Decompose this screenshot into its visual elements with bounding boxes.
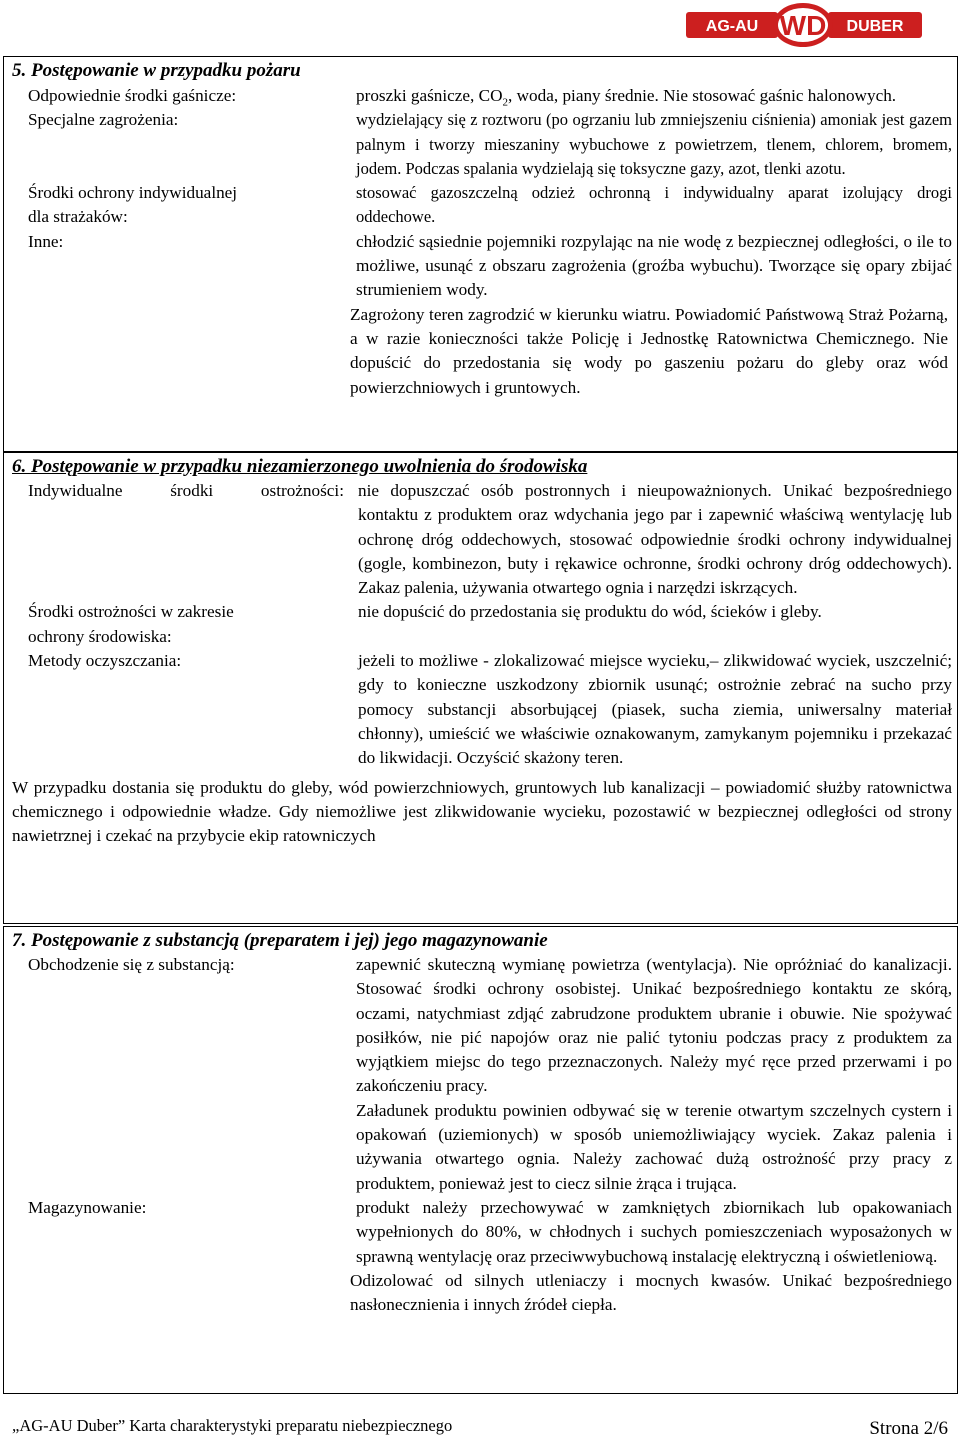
company-logo xyxy=(686,2,922,48)
section-5-title: 5. Postępowanie w przypadku pożaru xyxy=(12,60,301,81)
logo-mark: WD xyxy=(779,10,827,41)
section-6-title: 6. Postępowanie w przypadku niezamierzonego uwolnienia do środowiska xyxy=(12,456,588,477)
value-handling-part2: Załadunek produktu powinien odbywać się w terenie otwartym szczelnych cystern i opakowań (uziemionych) w sposób uniemożliwiający wyciek. Zakaz palenia i używania otwartego ognia. Należy zachować dużą ostrożność przy pracy z produktem, ponieważ jest to ciecz silnie żrąca i trująca. xyxy=(356,1100,952,1193)
label-personal-precautions: Indywidualne środki ostrożności: xyxy=(28,481,344,500)
value-storage-part2: Odizolować od silnych utleniaczy i mocnych kwasów. Unikać bezpośredniego nasłonecznienia i innych źródeł ciepła. xyxy=(350,1270,952,1315)
label-environmental-line1: Środki ostrożności w zakresie xyxy=(28,602,234,622)
value-environmental-precautions: nie dopuścić do przedostania się produktu do wód, ścieków i gleby. xyxy=(358,602,822,622)
label-storage: Magazynowanie: xyxy=(28,1197,147,1217)
value-other-part2: Zagrożony teren zagrodzić w kierunku wiatru. Powiadomić Państwową Straż Pożarną, a w razie konieczności także Policję i Jednostkę Ratownictwa Chemicznego. Nie dopuścić do przedostania się wody po gaszeniu pożaru do gleby oraz wód powierzchniowych i gruntowych. xyxy=(350,304,948,397)
label-environmental-line2: ochrony środowiska: xyxy=(28,626,172,646)
value-handling xyxy=(356,953,952,1196)
label-extinguishing-media: Odpowiednie środki gaśnicze: xyxy=(28,86,237,105)
footer-page-number: Strona 2/6 xyxy=(869,1418,948,1439)
section-7 xyxy=(12,930,952,1317)
co2-subscript: 2 xyxy=(502,96,509,109)
value-cleanup-methods: jeżeli to możliwe - zlokalizować miejsce wycieku,– zlikwidować wyciek, uszczelnić; gdy to konieczne uszkodzony zbiornik usunąć; ostrożnie zebrać na sucho przy pomocy substancji absorbującej (piasek, sucha ziemia, uniwersalny materiał chłonny), umieścić we właściwie oznakowanym, zamykanym pojemniku i przekazać do likwidacji. Oczyścić skażony teren. xyxy=(358,651,952,768)
section-7-title: 7. Postępowanie z substancją (preparatem i jej) jego magazynowanie xyxy=(12,930,548,951)
section-6-paragraph: W przypadku dostania się produktu do gleby, wód powierzchniowych, gruntowych lub kanalizacji – powiadomić służby ratownictwa chemicznego i odpowiednie władze. Gdy niemożliwe jest zlikwidowanie wycieku, pozostawić w bezpiecznej odległości od strony nawietrznej i czekać na przybycie ekip ratowniczych xyxy=(12,777,952,846)
value-storage xyxy=(350,1196,952,1317)
label-handling: Obchodzenie się z substancją: xyxy=(28,955,235,974)
value-special-hazards: wydzielający się z roztworu (po ogrzaniu lub zmniejszeniu ciśnienia) amoniak jest gazem palnym i tworzy mieszaniny wybuchowe z powietrzem, tlenem, chlorem, bromem, jodem. Podczas spalania wydzielają się toksyczne gazy, azot, tlenki azotu. xyxy=(356,110,952,178)
value-personal-precautions: nie dopuszczać osób postronnych i nieupoważnionych. Unikać bezpośredniego kontaktu z produktem oraz wdychania jego par i zapewnić właściwą wentylację lub ochronę dróg oddechowych, stosować odpowiednie środki ochrony indywidualnej (gogle, kombinezon, buty i rękawice ochronne, środki ochrony dróg oddechowych). Zakaz palenia, używania otwartego ognia i narzędzi iskrzących. xyxy=(358,481,952,598)
row-personal-precautions xyxy=(12,479,952,600)
footer-document-title: „AG-AU Duber” Karta charakterystyki preparatu niebezpiecznego xyxy=(12,1416,453,1435)
logo-text-right: DUBER xyxy=(846,18,904,35)
row-firefighter-protection xyxy=(12,181,952,230)
value-extinguishing-media-a: proszki gaśnicze, CO xyxy=(356,86,503,105)
row-storage xyxy=(12,1196,952,1317)
label-other: Inne: xyxy=(28,231,64,251)
section-6 xyxy=(12,456,952,848)
label-cleanup-methods: Metody oczyszczania: xyxy=(28,651,182,671)
value-handling-part1: zapewnić skuteczną wymianę powietrza (wentylacja). Nie opróżniać do kanalizacji. Stosować środki ochrony osobistej. Unikać bezpośredniego kontaktu ze skórą, oczami, natychmiast zdjąć zabrudzone produktem ubranie i obuwie. Nie spożywać posiłków, nie pić napojów oraz nie palić tytoniu podczas pracy z produktem za wyjątkiem miejsc do tego przeznaczonych. Należy myć ręce przed przerwami i po zakończeniu pracy. xyxy=(356,955,952,1096)
value-extinguishing-media-b: , woda, piany średnie. Nie stosować gaśnic halonowych. xyxy=(508,86,897,105)
value-firefighter-protection: stosować gazoszczelną odzież ochronną i indywidualny aparat izolujący drogi oddechowe. xyxy=(356,183,952,227)
label-environmental-precautions xyxy=(12,600,358,649)
value-storage-part1: produkt należy przechowywać w zamkniętych zbiornikach lub opakowaniach wypełnionych do 80%, w chłodnych i suchych pomieszczeniach wyposażonych w sprawną wentylację oraz przeciwwybuchową instalację elektryczną i oświetleniową. xyxy=(356,1197,952,1266)
value-other-part1: chłodzić sąsiednie pojemniki rozpylając na nie wodę z bezpiecznej odległości, o ile to możliwe, usunąć z obszaru zagrożenia (groźba wybuchu). Tworzące się opary zbijać strumieniem wody. xyxy=(356,231,952,300)
label-firefighter-protection-line2: dla strażaków: xyxy=(28,207,128,227)
row-cleanup-methods xyxy=(12,649,952,770)
row-other xyxy=(12,230,952,400)
row-special-hazards xyxy=(12,108,952,181)
row-environmental-precautions xyxy=(12,600,952,649)
label-firefighter-protection-line1: Środki ochrony indywidualnej xyxy=(28,183,238,203)
row-handling xyxy=(12,953,952,1196)
section-5 xyxy=(12,60,952,400)
label-special-hazards: Specjalne zagrożenia: xyxy=(28,110,179,130)
label-firefighter-protection xyxy=(12,181,356,230)
value-extinguishing-media xyxy=(356,84,952,108)
logo-text-left: AG-AU xyxy=(705,18,759,35)
row-extinguishing-media xyxy=(12,84,952,108)
value-other xyxy=(350,230,952,400)
